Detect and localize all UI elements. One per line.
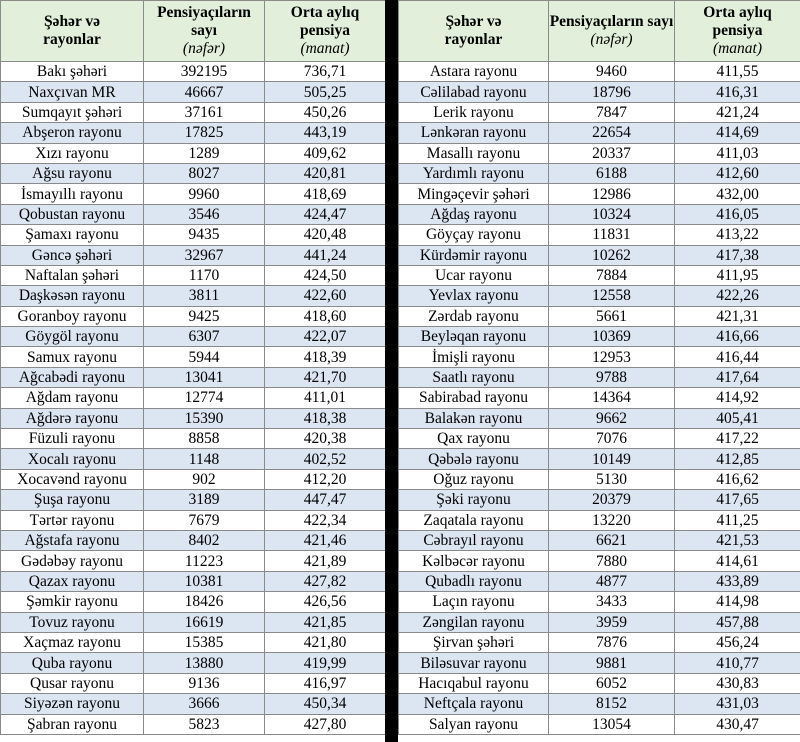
cell-region: Xocalı rayonu bbox=[1, 449, 144, 469]
cell-average-pension: 414,92 bbox=[675, 388, 800, 408]
cell-pensioner-count: 10381 bbox=[144, 571, 265, 591]
column-divider bbox=[385, 0, 398, 742]
cell-pensioner-count: 7880 bbox=[549, 551, 675, 571]
cell-pensioner-count: 12986 bbox=[549, 184, 675, 204]
table-row bbox=[399, 62, 800, 82]
table-row bbox=[399, 530, 800, 550]
cell-pensioner-count: 12774 bbox=[144, 388, 265, 408]
cell-pensioner-count: 6621 bbox=[549, 530, 675, 550]
cell-average-pension: 456,24 bbox=[675, 632, 800, 652]
cell-region: Qobustan rayonu bbox=[1, 204, 144, 224]
table-row bbox=[1, 530, 386, 550]
cell-average-pension: 417,22 bbox=[675, 429, 800, 449]
cell-pensioner-count: 3433 bbox=[549, 592, 675, 612]
cell-pensioner-count: 13880 bbox=[144, 653, 265, 673]
cell-pensioner-count: 22654 bbox=[549, 123, 675, 143]
cell-pensioner-count: 10369 bbox=[549, 327, 675, 347]
cell-region: Sumqayıt şəhəri bbox=[1, 102, 144, 122]
cell-region: Goranboy rayonu bbox=[1, 306, 144, 326]
table-row bbox=[1, 490, 386, 510]
table-row bbox=[399, 612, 800, 632]
cell-region: Şəki rayonu bbox=[399, 490, 549, 510]
cell-region: Saatlı rayonu bbox=[399, 367, 549, 387]
table-row bbox=[399, 429, 800, 449]
table-row bbox=[399, 347, 800, 367]
table-row bbox=[1, 408, 386, 428]
cell-region: Şabran rayonu bbox=[1, 714, 144, 734]
table-row bbox=[1, 592, 386, 612]
table-row bbox=[1, 694, 386, 714]
table-body-right bbox=[399, 62, 800, 735]
cell-average-pension: 411,25 bbox=[675, 510, 800, 530]
cell-average-pension: 422,26 bbox=[675, 286, 800, 306]
cell-region: Balakən rayonu bbox=[399, 408, 549, 428]
cell-pensioner-count: 3811 bbox=[144, 286, 265, 306]
cell-region: Kəlbəcər rayonu bbox=[399, 551, 549, 571]
table-row bbox=[399, 143, 800, 163]
cell-average-pension: 412,85 bbox=[675, 449, 800, 469]
cell-pensioner-count: 9425 bbox=[144, 306, 265, 326]
cell-region: Ağstafa rayonu bbox=[1, 530, 144, 550]
header-pension-unit: (manat) bbox=[712, 40, 763, 57]
table-header-row bbox=[399, 1, 800, 62]
pension-table-right bbox=[398, 0, 800, 735]
cell-average-pension: 421,31 bbox=[675, 306, 800, 326]
cell-average-pension: 418,39 bbox=[265, 347, 386, 367]
header-region bbox=[1, 1, 144, 62]
cell-region: Abşeron rayonu bbox=[1, 123, 144, 143]
table-row bbox=[1, 204, 386, 224]
header-count-unit: (nəfər) bbox=[182, 40, 226, 57]
cell-pensioner-count: 18796 bbox=[549, 82, 675, 102]
cell-region: İmişli rayonu bbox=[399, 347, 549, 367]
cell-average-pension: 420,48 bbox=[265, 225, 386, 245]
cell-pensioner-count: 17825 bbox=[144, 123, 265, 143]
cell-average-pension: 457,88 bbox=[675, 612, 800, 632]
header-pensioner-count bbox=[144, 1, 265, 62]
header-region-label: Şəhər və rayonlar bbox=[43, 13, 101, 48]
table-row bbox=[399, 367, 800, 387]
cell-region: Şəmkir rayonu bbox=[1, 592, 144, 612]
cell-average-pension: 416,62 bbox=[675, 469, 800, 489]
cell-pensioner-count: 6052 bbox=[549, 673, 675, 693]
cell-pensioner-count: 6188 bbox=[549, 163, 675, 183]
cell-region: Füzuli rayonu bbox=[1, 429, 144, 449]
table-row bbox=[1, 102, 386, 122]
cell-pensioner-count: 13220 bbox=[549, 510, 675, 530]
cell-region: Qubadlı rayonu bbox=[399, 571, 549, 591]
header-region bbox=[399, 1, 549, 62]
table-row bbox=[399, 449, 800, 469]
table-row bbox=[1, 632, 386, 652]
cell-pensioner-count: 6307 bbox=[144, 327, 265, 347]
header-pension-label: Orta aylıq pensiya bbox=[290, 4, 360, 39]
cell-region: Ağsu rayonu bbox=[1, 163, 144, 183]
cell-average-pension: 413,22 bbox=[675, 225, 800, 245]
cell-region: Zəngilan rayonu bbox=[399, 612, 549, 632]
cell-average-pension: 416,97 bbox=[265, 673, 386, 693]
cell-region: Salyan rayonu bbox=[399, 714, 549, 734]
cell-region: Oğuz rayonu bbox=[399, 469, 549, 489]
cell-pensioner-count: 1170 bbox=[144, 265, 265, 285]
cell-average-pension: 424,50 bbox=[265, 265, 386, 285]
cell-region: Sabirabad rayonu bbox=[399, 388, 549, 408]
cell-pensioner-count: 10324 bbox=[549, 204, 675, 224]
cell-pensioner-count: 20337 bbox=[549, 143, 675, 163]
cell-region: Siyəzən rayonu bbox=[1, 694, 144, 714]
cell-region: Quba rayonu bbox=[1, 653, 144, 673]
cell-pensioner-count: 392195 bbox=[144, 62, 265, 82]
cell-region: Samux rayonu bbox=[1, 347, 144, 367]
cell-average-pension: 412,20 bbox=[265, 469, 386, 489]
cell-average-pension: 422,34 bbox=[265, 510, 386, 530]
table-row bbox=[1, 449, 386, 469]
cell-region: Ağdaş rayonu bbox=[399, 204, 549, 224]
cell-average-pension: 416,05 bbox=[675, 204, 800, 224]
cell-average-pension: 427,80 bbox=[265, 714, 386, 734]
cell-pensioner-count: 5661 bbox=[549, 306, 675, 326]
table-row bbox=[399, 694, 800, 714]
cell-region: Tovuz rayonu bbox=[1, 612, 144, 632]
cell-pensioner-count: 8152 bbox=[549, 694, 675, 714]
cell-average-pension: 422,60 bbox=[265, 286, 386, 306]
cell-average-pension: 419,99 bbox=[265, 653, 386, 673]
cell-pensioner-count: 20379 bbox=[549, 490, 675, 510]
cell-pensioner-count: 15390 bbox=[144, 408, 265, 428]
cell-average-pension: 411,95 bbox=[675, 265, 800, 285]
cell-pensioner-count: 15385 bbox=[144, 632, 265, 652]
table-row bbox=[1, 571, 386, 591]
table-row bbox=[399, 265, 800, 285]
cell-average-pension: 416,66 bbox=[675, 327, 800, 347]
cell-average-pension: 418,38 bbox=[265, 408, 386, 428]
cell-region: Şamaxı rayonu bbox=[1, 225, 144, 245]
table-row bbox=[1, 714, 386, 734]
cell-pensioner-count: 8858 bbox=[144, 429, 265, 449]
cell-average-pension: 447,47 bbox=[265, 490, 386, 510]
cell-average-pension: 433,89 bbox=[675, 571, 800, 591]
cell-average-pension: 427,82 bbox=[265, 571, 386, 591]
table-row bbox=[399, 306, 800, 326]
table-row bbox=[1, 347, 386, 367]
cell-pensioner-count: 902 bbox=[144, 469, 265, 489]
table-row bbox=[399, 592, 800, 612]
table-row bbox=[1, 123, 386, 143]
table-row bbox=[399, 408, 800, 428]
cell-average-pension: 418,60 bbox=[265, 306, 386, 326]
table-row bbox=[399, 102, 800, 122]
cell-region: Xızı rayonu bbox=[1, 143, 144, 163]
cell-average-pension: 443,19 bbox=[265, 123, 386, 143]
cell-pensioner-count: 7876 bbox=[549, 632, 675, 652]
cell-region: Qax rayonu bbox=[399, 429, 549, 449]
cell-region: Ucar rayonu bbox=[399, 265, 549, 285]
cell-pensioner-count: 11831 bbox=[549, 225, 675, 245]
cell-region: Astara rayonu bbox=[399, 62, 549, 82]
table-row bbox=[1, 612, 386, 632]
cell-average-pension: 417,64 bbox=[675, 367, 800, 387]
header-count-label: Pensiyaçıların sayı bbox=[549, 13, 674, 30]
table-row bbox=[399, 163, 800, 183]
cell-average-pension: 412,60 bbox=[675, 163, 800, 183]
cell-region: Laçın rayonu bbox=[399, 592, 549, 612]
cell-region: Lerik rayonu bbox=[399, 102, 549, 122]
cell-average-pension: 405,41 bbox=[675, 408, 800, 428]
cell-average-pension: 402,52 bbox=[265, 449, 386, 469]
table-row bbox=[399, 184, 800, 204]
cell-pensioner-count: 8402 bbox=[144, 530, 265, 550]
cell-region: Ağdərə rayonu bbox=[1, 408, 144, 428]
cell-average-pension: 424,47 bbox=[265, 204, 386, 224]
cell-pensioner-count: 18426 bbox=[144, 592, 265, 612]
cell-region: Cəlilabad rayonu bbox=[399, 82, 549, 102]
cell-pensioner-count: 3189 bbox=[144, 490, 265, 510]
cell-region: Cəbrayıl rayonu bbox=[399, 530, 549, 550]
cell-pensioner-count: 11223 bbox=[144, 551, 265, 571]
table-row bbox=[1, 184, 386, 204]
cell-average-pension: 421,53 bbox=[675, 530, 800, 550]
cell-pensioner-count: 5130 bbox=[549, 469, 675, 489]
table-row bbox=[1, 429, 386, 449]
cell-region: Xocavənd rayonu bbox=[1, 469, 144, 489]
table-body-left bbox=[1, 62, 386, 735]
cell-average-pension: 421,85 bbox=[265, 612, 386, 632]
cell-region: Hacıqabul rayonu bbox=[399, 673, 549, 693]
cell-average-pension: 411,03 bbox=[675, 143, 800, 163]
table-header-row bbox=[1, 1, 386, 62]
cell-average-pension: 420,81 bbox=[265, 163, 386, 183]
cell-pensioner-count: 9960 bbox=[144, 184, 265, 204]
table-row bbox=[399, 490, 800, 510]
cell-average-pension: 414,61 bbox=[675, 551, 800, 571]
table-row bbox=[1, 286, 386, 306]
cell-average-pension: 441,24 bbox=[265, 245, 386, 265]
cell-region: Gədəbəy rayonu bbox=[1, 551, 144, 571]
cell-pensioner-count: 10149 bbox=[549, 449, 675, 469]
cell-region: Lənkəran rayonu bbox=[399, 123, 549, 143]
cell-average-pension: 411,55 bbox=[675, 62, 800, 82]
header-count-label: Pensiyaçıların sayı bbox=[157, 4, 251, 39]
table-row bbox=[1, 306, 386, 326]
cell-pensioner-count: 16619 bbox=[144, 612, 265, 632]
table-row bbox=[1, 82, 386, 102]
table-row bbox=[399, 286, 800, 306]
cell-average-pension: 450,26 bbox=[265, 102, 386, 122]
header-pension-unit: (manat) bbox=[300, 40, 350, 57]
cell-region: Yevlax rayonu bbox=[399, 286, 549, 306]
cell-average-pension: 450,34 bbox=[265, 694, 386, 714]
table-row bbox=[399, 469, 800, 489]
table-row bbox=[399, 632, 800, 652]
table-row bbox=[1, 510, 386, 530]
table-row bbox=[1, 265, 386, 285]
cell-region: İsmayıllı rayonu bbox=[1, 184, 144, 204]
cell-pensioner-count: 9881 bbox=[549, 653, 675, 673]
cell-pensioner-count: 32967 bbox=[144, 245, 265, 265]
table-row bbox=[399, 388, 800, 408]
cell-pensioner-count: 8027 bbox=[144, 163, 265, 183]
cell-region: Zaqatala rayonu bbox=[399, 510, 549, 530]
cell-region: Daşkəsən rayonu bbox=[1, 286, 144, 306]
cell-pensioner-count: 3546 bbox=[144, 204, 265, 224]
table-row bbox=[399, 510, 800, 530]
cell-pensioner-count: 9662 bbox=[549, 408, 675, 428]
table-row bbox=[399, 123, 800, 143]
cell-average-pension: 417,38 bbox=[675, 245, 800, 265]
cell-region: Naxçıvan MR bbox=[1, 82, 144, 102]
cell-average-pension: 422,07 bbox=[265, 327, 386, 347]
cell-region: Şirvan şəhəri bbox=[399, 632, 549, 652]
table-row bbox=[399, 714, 800, 734]
cell-average-pension: 416,44 bbox=[675, 347, 800, 367]
table-row bbox=[1, 388, 386, 408]
table-row bbox=[1, 163, 386, 183]
table-row bbox=[1, 327, 386, 347]
pension-table-left bbox=[0, 0, 386, 735]
cell-region: Mingəçevir şəhəri bbox=[399, 184, 549, 204]
cell-region: Tərtər rayonu bbox=[1, 510, 144, 530]
table-row bbox=[399, 82, 800, 102]
cell-average-pension: 409,62 bbox=[265, 143, 386, 163]
cell-region: Gəncə şəhəri bbox=[1, 245, 144, 265]
cell-region: Yardımlı rayonu bbox=[399, 163, 549, 183]
cell-pensioner-count: 3666 bbox=[144, 694, 265, 714]
header-pension-label: Orta aylıq pensiya bbox=[703, 4, 772, 39]
cell-region: Kürdəmir rayonu bbox=[399, 245, 549, 265]
cell-pensioner-count: 3959 bbox=[549, 612, 675, 632]
table-row bbox=[1, 245, 386, 265]
cell-pensioner-count: 13041 bbox=[144, 367, 265, 387]
cell-pensioner-count: 9788 bbox=[549, 367, 675, 387]
table-row bbox=[1, 551, 386, 571]
cell-average-pension: 421,89 bbox=[265, 551, 386, 571]
table-row bbox=[1, 143, 386, 163]
cell-pensioner-count: 7679 bbox=[144, 510, 265, 530]
cell-average-pension: 432,00 bbox=[675, 184, 800, 204]
cell-region: Qusar rayonu bbox=[1, 673, 144, 693]
cell-pensioner-count: 9460 bbox=[549, 62, 675, 82]
cell-pensioner-count: 7884 bbox=[549, 265, 675, 285]
cell-pensioner-count: 1148 bbox=[144, 449, 265, 469]
header-pensioner-count bbox=[549, 1, 675, 62]
cell-pensioner-count: 12558 bbox=[549, 286, 675, 306]
cell-pensioner-count: 46667 bbox=[144, 82, 265, 102]
table-row bbox=[1, 469, 386, 489]
cell-region: Neftçala rayonu bbox=[399, 694, 549, 714]
table-row bbox=[1, 62, 386, 82]
cell-average-pension: 426,56 bbox=[265, 592, 386, 612]
cell-region: Beyləqan rayonu bbox=[399, 327, 549, 347]
cell-region: Şuşa rayonu bbox=[1, 490, 144, 510]
table-row bbox=[399, 571, 800, 591]
cell-pensioner-count: 9435 bbox=[144, 225, 265, 245]
cell-average-pension: 417,65 bbox=[675, 490, 800, 510]
cell-average-pension: 505,25 bbox=[265, 82, 386, 102]
cell-average-pension: 431,03 bbox=[675, 694, 800, 714]
cell-region: Masallı rayonu bbox=[399, 143, 549, 163]
cell-pensioner-count: 9136 bbox=[144, 673, 265, 693]
cell-average-pension: 421,46 bbox=[265, 530, 386, 550]
table-row bbox=[399, 551, 800, 571]
cell-region: Ağcabədi rayonu bbox=[1, 367, 144, 387]
cell-pensioner-count: 12953 bbox=[549, 347, 675, 367]
cell-average-pension: 418,69 bbox=[265, 184, 386, 204]
cell-average-pension: 421,80 bbox=[265, 632, 386, 652]
cell-pensioner-count: 10262 bbox=[549, 245, 675, 265]
cell-average-pension: 414,69 bbox=[675, 123, 800, 143]
table-row bbox=[399, 653, 800, 673]
cell-average-pension: 736,71 bbox=[265, 62, 386, 82]
cell-region: Qazax rayonu bbox=[1, 571, 144, 591]
header-average-pension bbox=[675, 1, 800, 62]
table-row bbox=[1, 367, 386, 387]
cell-pensioner-count: 13054 bbox=[549, 714, 675, 734]
cell-region: Biləsuvar rayonu bbox=[399, 653, 549, 673]
cell-pensioner-count: 5944 bbox=[144, 347, 265, 367]
cell-region: Xaçmaz rayonu bbox=[1, 632, 144, 652]
cell-pensioner-count: 14364 bbox=[549, 388, 675, 408]
header-count-unit: (nəfər) bbox=[590, 31, 633, 48]
cell-average-pension: 421,70 bbox=[265, 367, 386, 387]
cell-average-pension: 430,83 bbox=[675, 673, 800, 693]
header-average-pension bbox=[265, 1, 386, 62]
table-row bbox=[399, 245, 800, 265]
table-row bbox=[399, 673, 800, 693]
table-row bbox=[399, 225, 800, 245]
cell-average-pension: 430,47 bbox=[675, 714, 800, 734]
cell-average-pension: 414,98 bbox=[675, 592, 800, 612]
cell-region: Qəbələ rayonu bbox=[399, 449, 549, 469]
cell-region: Naftalan şəhəri bbox=[1, 265, 144, 285]
cell-average-pension: 411,01 bbox=[265, 388, 386, 408]
cell-pensioner-count: 37161 bbox=[144, 102, 265, 122]
cell-average-pension: 420,38 bbox=[265, 429, 386, 449]
cell-average-pension: 416,31 bbox=[675, 82, 800, 102]
table-row bbox=[1, 653, 386, 673]
cell-region: Göyçay rayonu bbox=[399, 225, 549, 245]
cell-pensioner-count: 7076 bbox=[549, 429, 675, 449]
table-row bbox=[399, 204, 800, 224]
cell-region: Bakı şəhəri bbox=[1, 62, 144, 82]
table-row bbox=[1, 225, 386, 245]
cell-pensioner-count: 1289 bbox=[144, 143, 265, 163]
cell-pensioner-count: 4877 bbox=[549, 571, 675, 591]
cell-average-pension: 410,77 bbox=[675, 653, 800, 673]
header-region-label: Şəhər və rayonlar bbox=[444, 13, 503, 48]
cell-pensioner-count: 7847 bbox=[549, 102, 675, 122]
cell-region: Ağdam rayonu bbox=[1, 388, 144, 408]
cell-region: Göygöl rayonu bbox=[1, 327, 144, 347]
cell-average-pension: 421,24 bbox=[675, 102, 800, 122]
cell-pensioner-count: 5823 bbox=[144, 714, 265, 734]
table-row bbox=[1, 673, 386, 693]
table-row bbox=[399, 327, 800, 347]
cell-region: Zərdab rayonu bbox=[399, 306, 549, 326]
